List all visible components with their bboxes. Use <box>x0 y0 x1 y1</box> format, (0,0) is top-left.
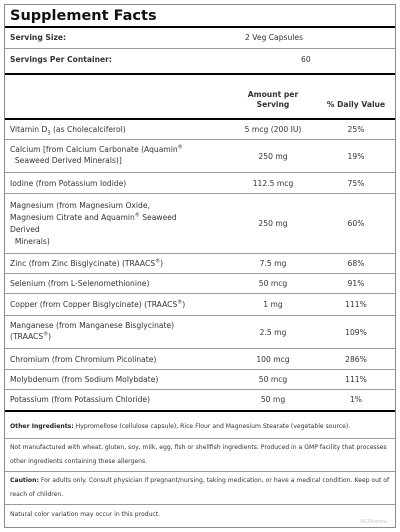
nutrient-dv: 75% <box>347 179 365 188</box>
nutrient-amount: 100 mcg <box>256 355 290 364</box>
serving-size-label: Serving Size: <box>10 33 67 42</box>
nutrient-amount: 112.5 mcg <box>252 179 294 188</box>
nutrient-name: Iodine (from Potassium Iodide) <box>10 179 127 188</box>
nutrient-dv: 1% <box>349 395 363 404</box>
nutrient-dv: 111% <box>345 375 367 384</box>
serving-size-value: 2 Veg Capsules <box>245 33 304 42</box>
nutrient-amount: 5 mcg (200 IU) <box>244 125 302 134</box>
nutrient-dv: 91% <box>347 279 365 288</box>
nutrient-name: Selenium (from L-Selenomethionine) <box>10 279 150 288</box>
nutrient-amount: 1 mg <box>263 300 283 309</box>
other-ingredients-label: Other Ingredients: <box>10 423 74 430</box>
servings-per-container-row <box>5 49 395 75</box>
nutrient-dv: 286% <box>345 355 367 364</box>
nutrient-amount: 7.5 mg <box>259 259 287 268</box>
nutrient-dv: 68% <box>347 259 365 268</box>
divider <box>5 471 395 472</box>
watermark: BGPharma <box>360 519 387 525</box>
caution-label: Caution: <box>10 477 39 484</box>
nutrient-row <box>5 173 395 194</box>
nutrient-row <box>5 120 395 140</box>
other-ingredients <box>10 420 392 434</box>
divider <box>5 438 395 439</box>
panel-title: Supplement Facts <box>5 5 395 28</box>
divider <box>5 504 395 505</box>
nutrient-row <box>5 274 395 294</box>
nutrient-name: Chromium (from Chromium Picolinate) <box>10 355 157 364</box>
serving-size-row <box>5 28 395 49</box>
caution-statement <box>10 474 392 501</box>
nutrient-name: Potassium (from Potassium Chloride) <box>10 395 151 404</box>
nutrient-name: Magnesium (from Magnesium Oxide, Magnesium Citrate and Aquamin® Seaweed Derived Minerals) <box>10 201 177 246</box>
nutrient-row <box>5 294 395 316</box>
servings-per-container-label: Servings Per Container: <box>10 55 112 64</box>
servings-per-container-value: 60 <box>301 55 311 64</box>
amount-per-serving-header: Amount per Serving <box>247 90 299 109</box>
nutrient-row <box>5 316 395 349</box>
other-ingredients-text: Hypromellose (cellulose capsule), Rice Flour and Magnesium Stearate (vegetable source). <box>75 423 351 430</box>
nutrient-amount: 250 mg <box>258 152 288 161</box>
nutrient-name: Vitamin $D_3$ (as Cholecalciferol) <box>10 125 126 137</box>
nutrient-dv: 25% <box>347 125 365 134</box>
nutrient-row <box>5 349 395 370</box>
nutrient-amount: 50 mcg <box>258 375 288 384</box>
supplement-facts-panel <box>4 4 396 528</box>
nutrient-amount: 250 mg <box>258 219 288 228</box>
nutrient-amount: 50 mcg <box>258 279 288 288</box>
allergen-statement: Not manufactured with wheat, gluten, soy, milk, egg, fish or shellfish ingredients. Produced in a GMP facility that processes other ingredients containing these allergens. <box>10 444 387 465</box>
nutrient-dv: 109% <box>345 328 367 337</box>
caution-text: For adults only. Consult physician if pregnant/nursing, taking medication, or have a medical condition. Keep out of reach of children. <box>10 477 390 498</box>
daily-value-header: % Daily Value <box>326 100 386 109</box>
nutrient-name: Molybdenum (from Sodium Molybdate) <box>10 375 159 384</box>
nutrient-row <box>5 390 395 412</box>
nutrient-name: Calcium [from Calcium Carbonate (Aquamin® Seaweed Derived Minerals)] <box>10 144 183 165</box>
nutrient-dv: 19% <box>347 152 365 161</box>
nutrient-amount: 50 mg <box>260 395 286 404</box>
nutrient-row <box>5 370 395 390</box>
color-variation-note: Natural color variation may occur in this product. <box>10 511 161 518</box>
column-header-row <box>5 75 395 120</box>
nutrient-row <box>5 194 395 254</box>
nutrient-name: Copper (from Copper Bisglycinate) (TRAACS®) <box>10 299 186 309</box>
nutrient-row <box>5 254 395 274</box>
nutrient-name: Zinc (from Zinc Bisglycinate) (TRAACS®) <box>10 258 164 268</box>
nutrient-name: Manganese (from Manganese Bisglycinate) (TRAACS®) <box>10 321 175 341</box>
nutrient-dv: 111% <box>345 300 367 309</box>
nutrient-amount: 2.5 mg <box>259 328 287 337</box>
nutrient-dv: 60% <box>347 219 365 228</box>
nutrient-row <box>5 140 395 173</box>
